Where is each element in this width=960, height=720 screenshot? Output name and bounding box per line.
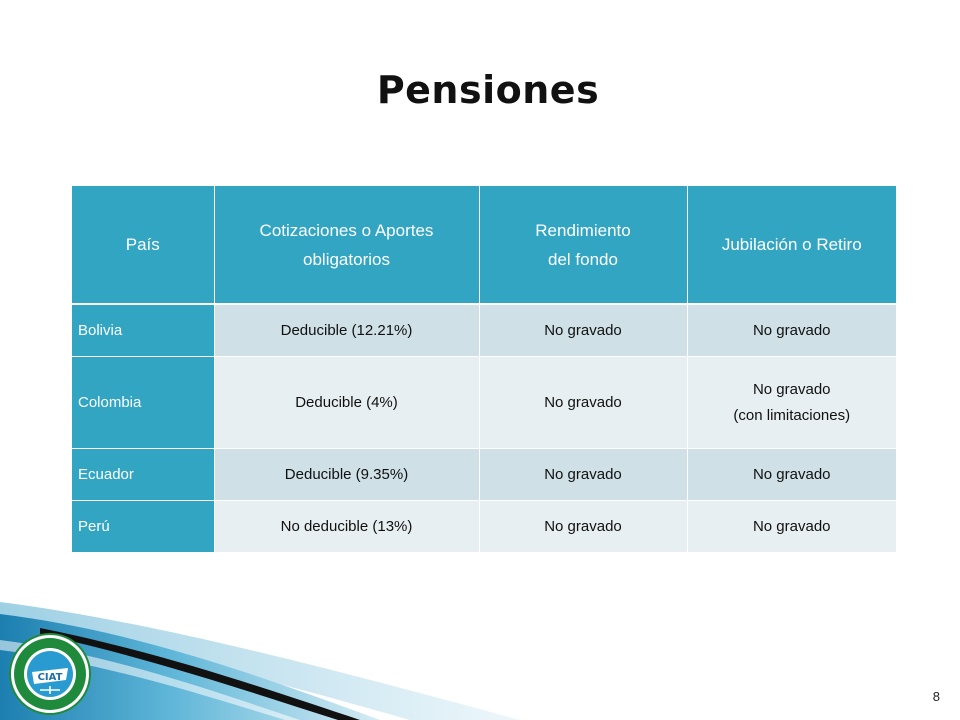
cell-retirement: No gravado xyxy=(687,501,896,553)
cell-retirement: No gravado xyxy=(687,304,896,357)
ciat-logo xyxy=(8,632,92,716)
cell-country: Colombia xyxy=(72,357,214,449)
cell-country: Perú xyxy=(72,501,214,553)
header-contributions: Cotizaciones o Aportes obligatorios xyxy=(214,186,479,304)
cell-country: Bolivia xyxy=(72,304,214,357)
page-number: 8 xyxy=(932,689,940,704)
table-row xyxy=(72,501,896,553)
header-country: País xyxy=(72,186,214,304)
cell-contributions: Deducible (9.35%) xyxy=(214,449,479,501)
table-header-row xyxy=(72,186,896,304)
decorative-swoosh xyxy=(0,600,960,720)
cell-country: Ecuador xyxy=(72,449,214,501)
slide-title: Pensiones xyxy=(376,68,600,112)
svg-text:CIAT: CIAT xyxy=(37,672,63,683)
cell-contributions: No deducible (13%) xyxy=(214,501,479,553)
cell-contributions: Deducible (4%) xyxy=(214,357,479,449)
table-row xyxy=(72,357,896,449)
header-retirement: Jubilación o Retiro xyxy=(687,186,896,304)
table-row xyxy=(72,304,896,357)
cell-fund-yield: No gravado xyxy=(479,304,687,357)
cell-retirement: No gravado (con limitaciones) xyxy=(687,357,896,449)
cell-fund-yield: No gravado xyxy=(479,501,687,553)
table-row xyxy=(72,449,896,501)
header-fund-yield: Rendimiento del fondo xyxy=(479,186,687,304)
cell-fund-yield: No gravado xyxy=(479,357,687,449)
pensions-table xyxy=(72,186,896,552)
cell-retirement: No gravado xyxy=(687,449,896,501)
cell-contributions: Deducible (12.21%) xyxy=(214,304,479,357)
cell-fund-yield: No gravado xyxy=(479,449,687,501)
